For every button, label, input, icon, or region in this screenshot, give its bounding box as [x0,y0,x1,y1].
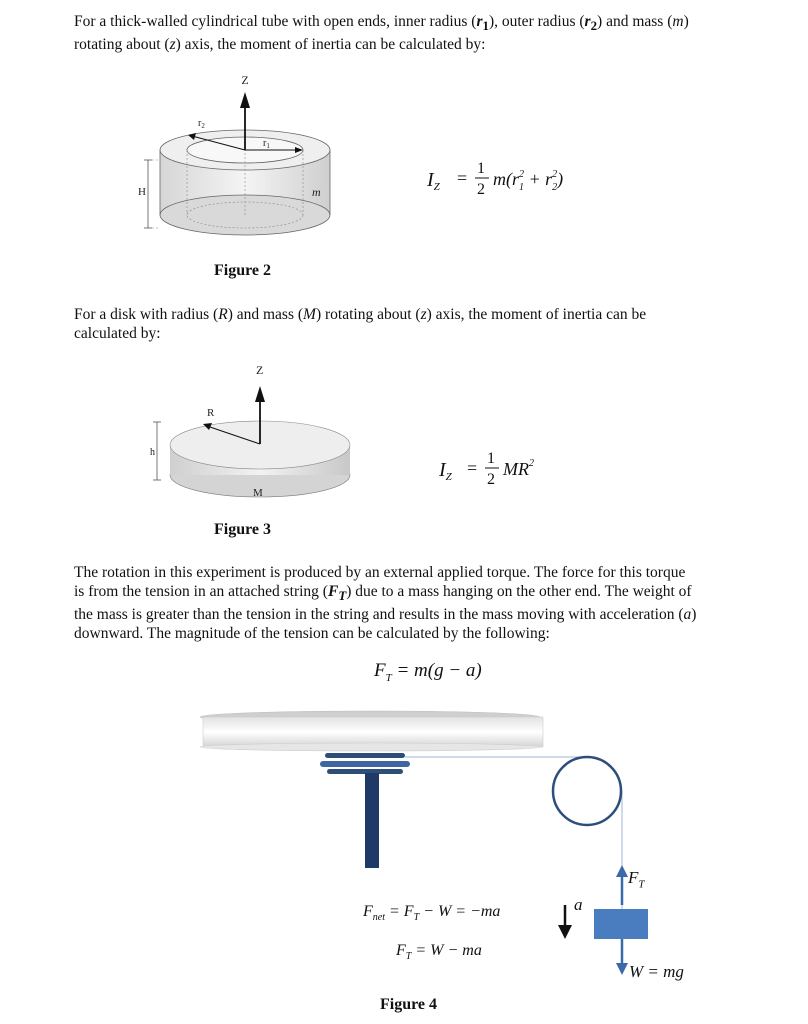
torque-paragraph: The rotation in this experiment is produced by an external applied torque. The force for this torque is from the tension in an attached string $(F_T)$ due to a mass hanging on the other end. The weight of the mass is greater than the tension in the string and results in the mass moving with acceleration (a) downward. The magnitude of the tension can be calculated by the following: [74,564,697,643]
figure3-height-label: h [150,447,155,458]
figure3-mass-label: M [253,487,263,499]
svg-text:r1: $r_1$ [263,138,270,150]
tension-arrow-label: $F_T$ [628,868,645,891]
intro-paragraph: For a thick-walled cylindrical tube with open ends, inner radius $(r_1)$, outer radius $(r_2)$ and mass (m) rotating about (z) axis, the moment of inertia can be calculated by: [74,13,689,54]
figure2-equation [425,152,625,202]
svg-text:1: 1 [477,160,485,177]
figure2-mass-label: m [312,185,321,199]
svg-text:m [312,185,321,199]
figure2-tube-diagram [130,70,360,240]
svg-text:IZ: $I_Z$ [439,459,452,483]
svg-text:2: 2 [477,181,485,198]
figure2-r2-label: r [198,118,202,129]
tension-equation: $F_T = m(g - a)$ [374,660,482,684]
figure3-disk-diagram [145,360,375,510]
svg-text:MR2: $MR^2$ [503,458,534,479]
figure3-equation [437,442,577,492]
svg-text:=: = [467,458,478,478]
svg-text:2: 2 [487,471,495,488]
figure2-caption: Figure 2 [214,262,272,279]
svg-text:h [150,447,155,458]
svg-text:H [138,186,146,198]
tension-result-equation: $F_T = W$ − ma [396,942,482,963]
figure4-caption: Figure 4 [380,996,438,1013]
net-force-equation: $F_{net} = F_T - W = -ma$ [363,903,501,924]
svg-text:1: 1 [487,450,495,467]
svg-text:R [207,407,215,419]
figure2-height-label: H [138,186,146,198]
figure2-r1-label: r [263,138,267,149]
svg-text:Z [241,73,248,87]
figure3-caption: Figure 3 [214,521,272,538]
svg-text:=: = [457,168,468,188]
weight-label: W = mg [629,962,684,981]
svg-text:M [253,487,263,499]
figure2-axis-label: Z [241,73,249,87]
figure3-radius-label: R [207,407,215,419]
svg-text:r2: $r_2$ [198,118,205,130]
disk-paragraph: For a disk with radius (R) and mass (M) rotating about (z) axis, the moment of inertia can be calculated by: [74,306,647,342]
svg-text:IZ: $I_Z$ [427,169,440,193]
svg-text:Z [256,363,263,377]
acceleration-label: a [574,895,583,914]
figure3-axis-label: Z [256,363,264,377]
svg-text:m(r21 + r22): $m(r^2$ $1 + r^2$ 2) [493,169,564,193]
